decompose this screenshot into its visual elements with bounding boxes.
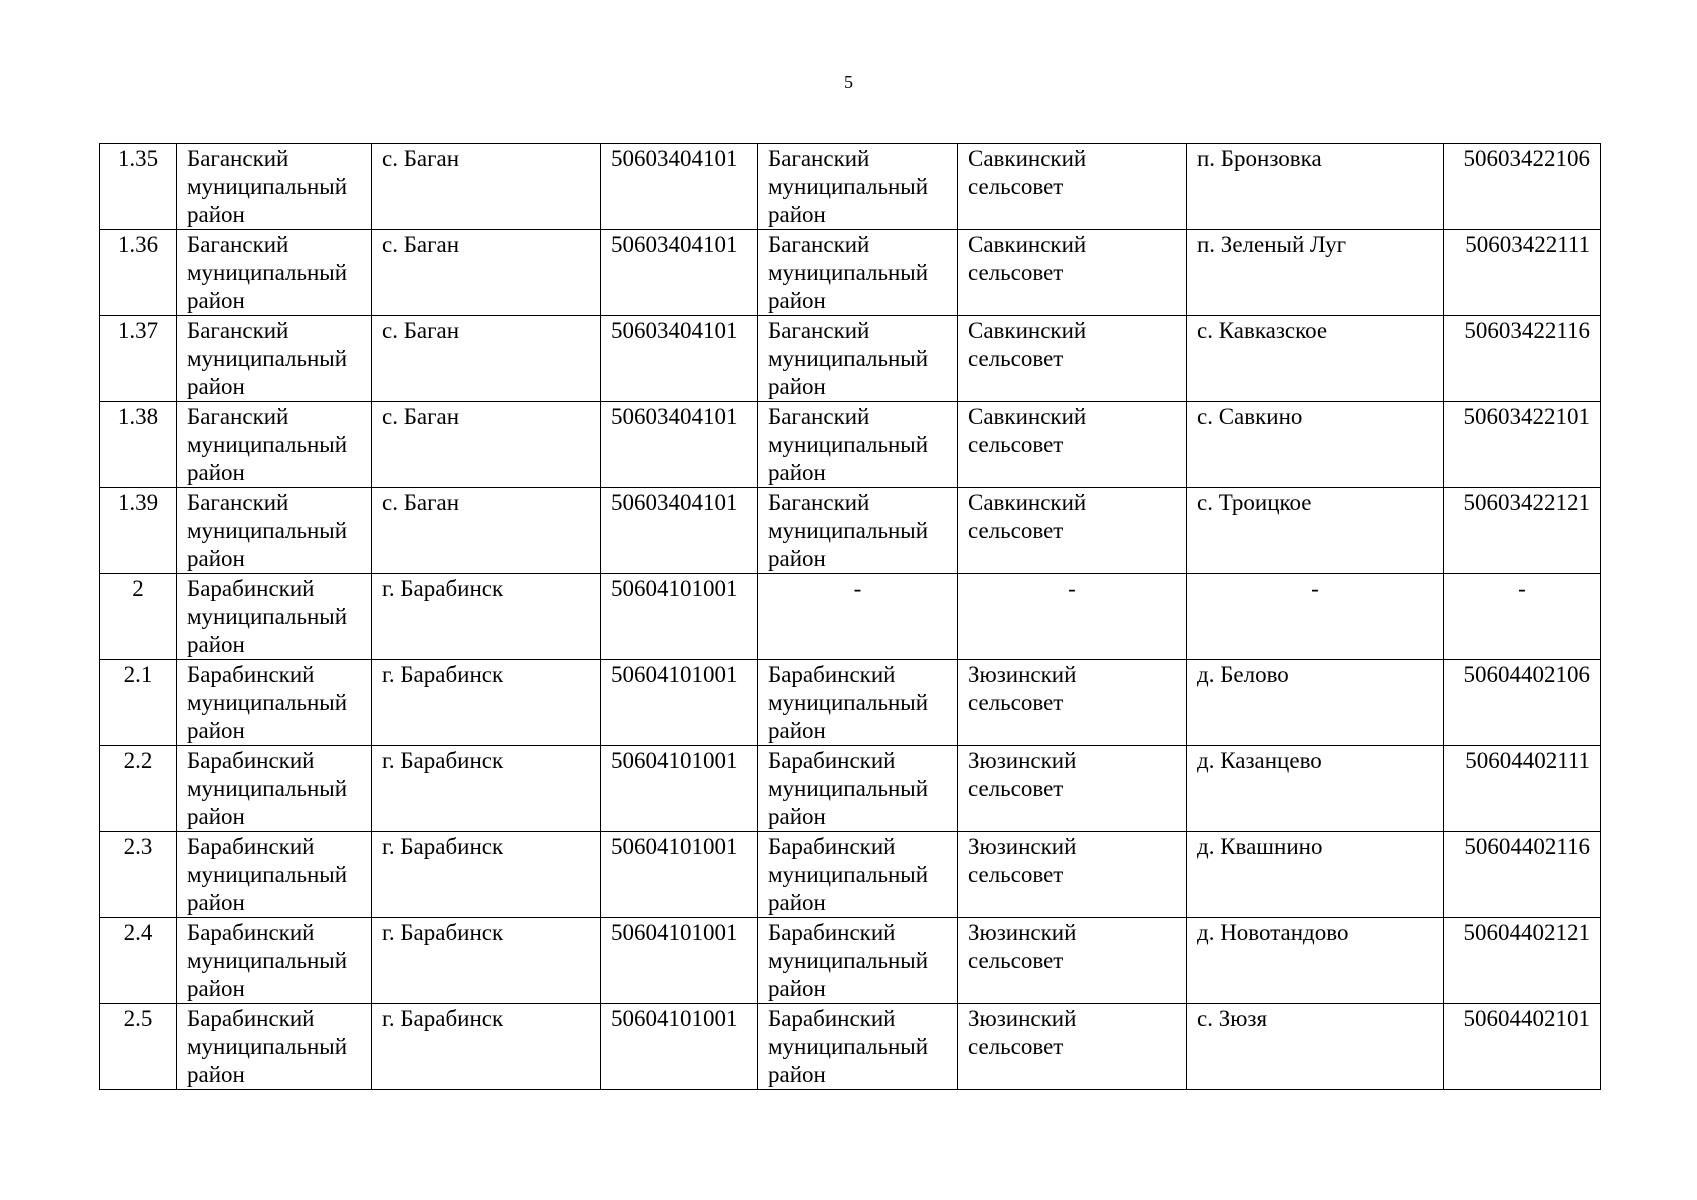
- district-cell: Барабинский муниципальный район: [177, 918, 372, 1004]
- locality-code-cell: 50604402116: [1444, 832, 1601, 918]
- admin-center-cell: г. Барабинск: [372, 918, 601, 1004]
- admin-center-code-cell: 50604101001: [601, 1004, 758, 1090]
- row-number-cell: 1.38: [100, 402, 177, 488]
- page-number: 5: [844, 72, 853, 92]
- admin-center-cell: г. Барабинск: [372, 746, 601, 832]
- district-cell: Барабинский муниципальный район: [177, 660, 372, 746]
- locality-cell: д. Казанцево: [1187, 746, 1444, 832]
- row-number-cell: 1.39: [100, 488, 177, 574]
- settlement-cell: Савкинский сельсовет: [958, 488, 1187, 574]
- admin-center-cell: г. Барабинск: [372, 1004, 601, 1090]
- locality-cell: д. Новотандово: [1187, 918, 1444, 1004]
- admin-center-cell: с. Баган: [372, 144, 601, 230]
- locality-code-cell: 50603422111: [1444, 230, 1601, 316]
- locality-district-cell: -: [758, 574, 958, 660]
- table-row: [100, 918, 1601, 1004]
- locality-district-cell: Барабинский муниципальный район: [758, 832, 958, 918]
- row-number-cell: 2.3: [100, 832, 177, 918]
- district-cell: Баганский муниципальный район: [177, 402, 372, 488]
- admin-center-cell: с. Баган: [372, 402, 601, 488]
- row-number-cell: 2: [100, 574, 177, 660]
- settlement-cell: Зюзинский сельсовет: [958, 746, 1187, 832]
- district-cell: Барабинский муниципальный район: [177, 746, 372, 832]
- district-cell: Баганский муниципальный район: [177, 230, 372, 316]
- table-row: [100, 660, 1601, 746]
- settlement-cell: Савкинский сельсовет: [958, 144, 1187, 230]
- locality-district-cell: Барабинский муниципальный район: [758, 746, 958, 832]
- locality-district-cell: Баганский муниципальный район: [758, 144, 958, 230]
- table-row: [100, 832, 1601, 918]
- locality-cell: д. Квашнино: [1187, 832, 1444, 918]
- locality-district-cell: Барабинский муниципальный район: [758, 918, 958, 1004]
- district-cell: Барабинский муниципальный район: [177, 1004, 372, 1090]
- locality-district-cell: Баганский муниципальный район: [758, 316, 958, 402]
- admin-center-cell: г. Барабинск: [372, 660, 601, 746]
- district-cell: Баганский муниципальный район: [177, 316, 372, 402]
- admin-center-cell: с. Баган: [372, 230, 601, 316]
- row-number-cell: 2.5: [100, 1004, 177, 1090]
- table-row: [100, 746, 1601, 832]
- admin-center-code-cell: 50603404101: [601, 316, 758, 402]
- settlement-cell: Савкинский сельсовет: [958, 402, 1187, 488]
- locality-district-cell: Баганский муниципальный район: [758, 402, 958, 488]
- row-number-cell: 1.37: [100, 316, 177, 402]
- locality-district-cell: Барабинский муниципальный район: [758, 1004, 958, 1090]
- locality-cell: с. Кавказское: [1187, 316, 1444, 402]
- settlement-cell: Зюзинский сельсовет: [958, 832, 1187, 918]
- settlement-cell: Зюзинский сельсовет: [958, 918, 1187, 1004]
- locality-cell: -: [1187, 574, 1444, 660]
- admin-center-cell: г. Барабинск: [372, 832, 601, 918]
- settlement-cell: Савкинский сельсовет: [958, 316, 1187, 402]
- table-row: [100, 1004, 1601, 1090]
- row-number-cell: 2.4: [100, 918, 177, 1004]
- settlements-table: [99, 143, 1601, 1090]
- settlement-cell: -: [958, 574, 1187, 660]
- district-cell: Баганский муниципальный район: [177, 488, 372, 574]
- locality-code-cell: 50604402111: [1444, 746, 1601, 832]
- table-body: [100, 144, 1601, 1090]
- district-cell: Барабинский муниципальный район: [177, 832, 372, 918]
- locality-code-cell: 50603422121: [1444, 488, 1601, 574]
- locality-cell: п. Бронзовка: [1187, 144, 1444, 230]
- locality-code-cell: 50603422116: [1444, 316, 1601, 402]
- locality-district-cell: Барабинский муниципальный район: [758, 660, 958, 746]
- admin-center-code-cell: 50604101001: [601, 660, 758, 746]
- admin-center-cell: с. Баган: [372, 488, 601, 574]
- table-row: [100, 574, 1601, 660]
- locality-cell: д. Белово: [1187, 660, 1444, 746]
- row-number-cell: 1.35: [100, 144, 177, 230]
- settlement-cell: Зюзинский сельсовет: [958, 1004, 1187, 1090]
- settlement-cell: Зюзинский сельсовет: [958, 660, 1187, 746]
- admin-center-code-cell: 50604101001: [601, 918, 758, 1004]
- table-row: [100, 144, 1601, 230]
- admin-center-code-cell: 50604101001: [601, 746, 758, 832]
- locality-code-cell: -: [1444, 574, 1601, 660]
- admin-center-code-cell: 50604101001: [601, 832, 758, 918]
- district-cell: Барабинский муниципальный район: [177, 574, 372, 660]
- locality-code-cell: 50603422101: [1444, 402, 1601, 488]
- locality-code-cell: 50604402121: [1444, 918, 1601, 1004]
- locality-cell: п. Зеленый Луг: [1187, 230, 1444, 316]
- table-row: [100, 488, 1601, 574]
- locality-code-cell: 50604402106: [1444, 660, 1601, 746]
- admin-center-cell: с. Баган: [372, 316, 601, 402]
- admin-center-cell: г. Барабинск: [372, 574, 601, 660]
- admin-center-code-cell: 50603404101: [601, 230, 758, 316]
- admin-center-code-cell: 50603404101: [601, 402, 758, 488]
- row-number-cell: 2.1: [100, 660, 177, 746]
- table-row: [100, 402, 1601, 488]
- locality-cell: с. Троицкое: [1187, 488, 1444, 574]
- admin-center-code-cell: 50604101001: [601, 574, 758, 660]
- locality-district-cell: Баганский муниципальный район: [758, 488, 958, 574]
- table-row: [100, 230, 1601, 316]
- admin-center-code-cell: 50603404101: [601, 488, 758, 574]
- locality-code-cell: 50604402101: [1444, 1004, 1601, 1090]
- row-number-cell: 1.36: [100, 230, 177, 316]
- admin-center-code-cell: 50603404101: [601, 144, 758, 230]
- locality-cell: с. Зюзя: [1187, 1004, 1444, 1090]
- district-cell: Баганский муниципальный район: [177, 144, 372, 230]
- row-number-cell: 2.2: [100, 746, 177, 832]
- locality-code-cell: 50603422106: [1444, 144, 1601, 230]
- locality-cell: с. Савкино: [1187, 402, 1444, 488]
- settlement-cell: Савкинский сельсовет: [958, 230, 1187, 316]
- table-row: [100, 316, 1601, 402]
- locality-district-cell: Баганский муниципальный район: [758, 230, 958, 316]
